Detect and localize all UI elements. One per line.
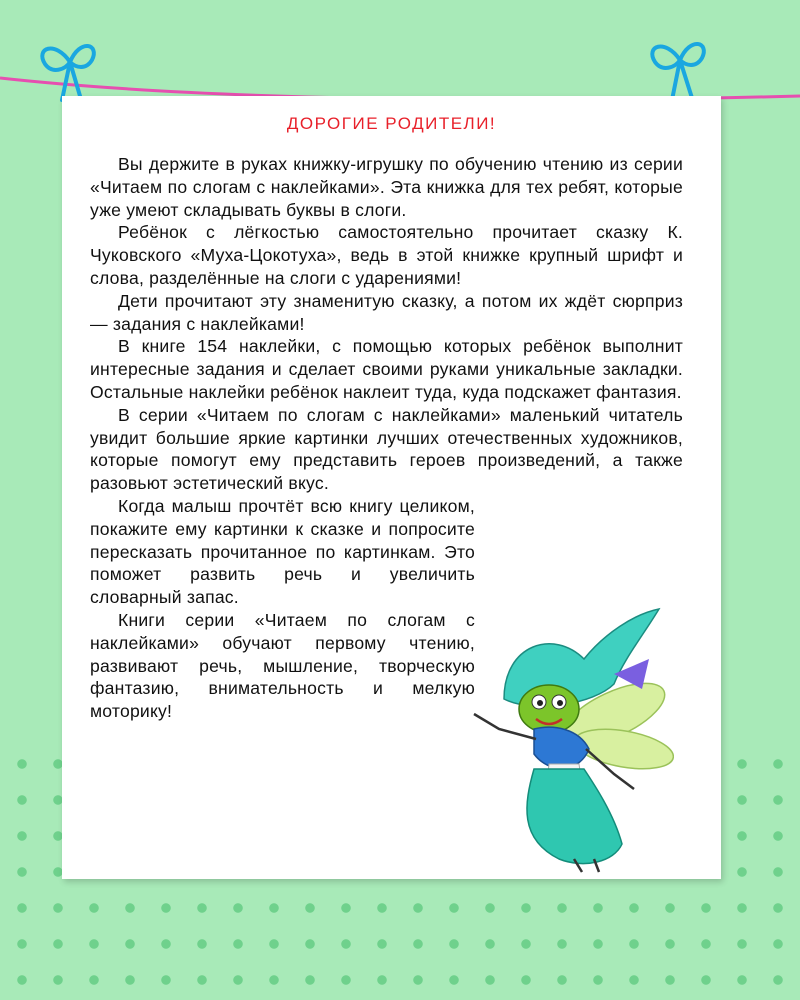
- paragraph: В серии «Читаем по слогам с наклейками» маленький читатель увидит большие яркие картинки лучших отечественных художников, которые помогут ему представить героев произведений, а также разовьют эстетический вкус.: [90, 404, 683, 494]
- left-ribbon-bow-icon: [42, 46, 94, 100]
- fly-character-illustration: [464, 604, 674, 874]
- paragraph: Дети прочитают эту знаменитую сказку, а потом их ждёт сюрприз — задания с наклейками!: [90, 290, 683, 334]
- paragraph: Книги серии «Читаем по слогам с наклейками» обучают первому чтению, развивают речь, мышление, творческую фантазию, внимательность и мелкую моторику!: [90, 609, 475, 722]
- face: [519, 685, 579, 733]
- paragraph: Когда малыш прочтёт всю книгу целиком, покажите ему картинки к сказке и попросите пересказать прочитанное по картинкам. Это поможет развить речь и увеличить словарный запас.: [90, 495, 475, 608]
- skirt: [527, 769, 622, 864]
- paragraph: В книге 154 наклейки, с помощью которых ребёнок выполнит интересные задания и сделает своими руками уникальные закладки. Остальные наклейки ребёнок наклеит туда, куда подскажет фантазия.: [90, 336, 683, 402]
- letter-card: [62, 96, 721, 879]
- right-ribbon-bow-icon: [652, 44, 704, 100]
- page-title: ДОРОГИЕ РОДИТЕЛИ!: [286, 114, 497, 133]
- paragraph: Ребёнок с лёгкостью самостоятельно прочитает сказку К. Чуковского «Муха-Цокотуха», ведь в этой книжке крупный шрифт и слова, разделённые на слоги с ударениями!: [90, 222, 683, 288]
- paragraph: Вы держите в руках книжку-игрушку по обучению чтению из серии «Читаем по слогам с наклейками». Эта книжка для тех ребят, которые уже умеют складывать буквы в слоги.: [90, 154, 683, 220]
